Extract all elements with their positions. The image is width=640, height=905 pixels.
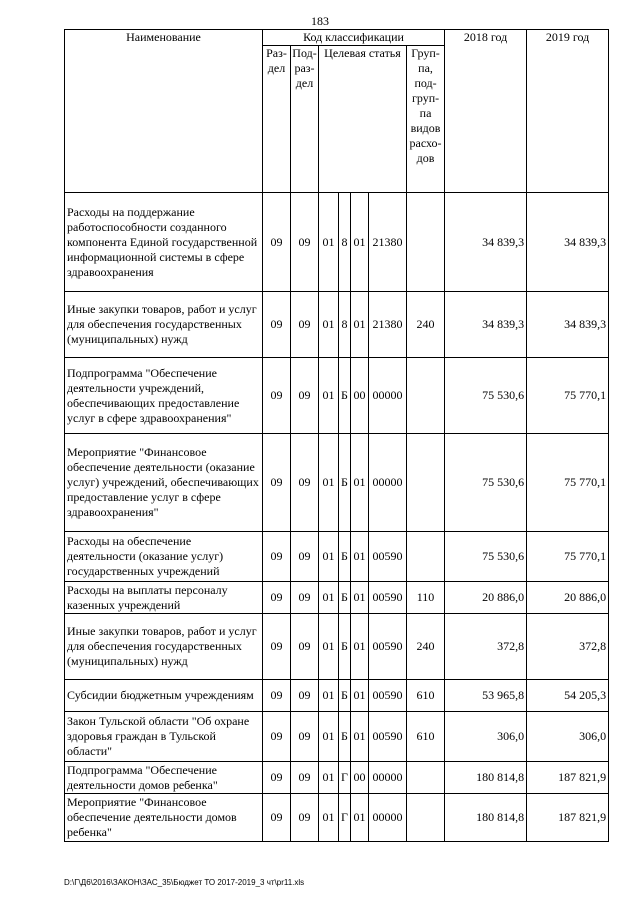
- row-program-code: 01: [319, 193, 339, 292]
- row-amount-2019: 20 886,0: [527, 582, 609, 614]
- row-event-code: 01: [351, 193, 369, 292]
- row-section: 09: [263, 532, 291, 582]
- row-amount-2018: 306,0: [445, 712, 527, 762]
- header-year-2019: 2019 год: [527, 30, 609, 193]
- table-row: [65, 712, 609, 762]
- row-amount-2018: 34 839,3: [445, 292, 527, 358]
- row-expense-group: 610: [407, 712, 445, 762]
- row-amount-2018: 20 886,0: [445, 582, 527, 614]
- row-direction-code: 00590: [369, 712, 407, 762]
- row-event-code: 00: [351, 762, 369, 794]
- row-subprogram-code: Б: [339, 582, 351, 614]
- row-subsection: 09: [291, 794, 319, 842]
- row-amount-2018: 372,8: [445, 614, 527, 680]
- row-event-code: 01: [351, 434, 369, 532]
- row-direction-code: 00000: [369, 358, 407, 434]
- header-name: Наименование: [65, 30, 263, 193]
- table-row: [65, 532, 609, 582]
- row-section: 09: [263, 358, 291, 434]
- row-expense-group: [407, 762, 445, 794]
- row-event-code: 01: [351, 680, 369, 712]
- row-subprogram-code: Б: [339, 614, 351, 680]
- table-row: [65, 193, 609, 292]
- row-expense-group: [407, 532, 445, 582]
- table-row: [65, 292, 609, 358]
- row-expense-group: [407, 193, 445, 292]
- row-program-code: 01: [319, 712, 339, 762]
- row-direction-code: 00590: [369, 680, 407, 712]
- row-amount-2018: 34 839,3: [445, 193, 527, 292]
- row-subsection: 09: [291, 712, 319, 762]
- row-direction-code: 00000: [369, 762, 407, 794]
- row-name: Иные закупки товаров, работ и услуг для обеспечения государственных (муниципальных) нужд: [65, 614, 263, 680]
- row-subsection: 09: [291, 434, 319, 532]
- row-program-code: 01: [319, 794, 339, 842]
- row-section: 09: [263, 712, 291, 762]
- row-name: Подпрограмма "Обеспечение деятельности учреждений, обеспечивающих предоставление услуг в сфере здравоохранения": [65, 358, 263, 434]
- row-subprogram-code: Г: [339, 762, 351, 794]
- row-amount-2018: 75 530,6: [445, 434, 527, 532]
- row-expense-group: [407, 794, 445, 842]
- row-direction-code: 00590: [369, 614, 407, 680]
- row-section: 09: [263, 680, 291, 712]
- table-row: [65, 358, 609, 434]
- row-amount-2019: 34 839,3: [527, 193, 609, 292]
- row-program-code: 01: [319, 358, 339, 434]
- row-name: Расходы на выплаты персоналу казенных учреждений: [65, 582, 263, 614]
- row-subsection: 09: [291, 292, 319, 358]
- table-row: [65, 794, 609, 842]
- table-row: [65, 762, 609, 794]
- row-amount-2019: 306,0: [527, 712, 609, 762]
- row-direction-code: 00000: [369, 794, 407, 842]
- row-event-code: 01: [351, 532, 369, 582]
- row-subsection: 09: [291, 193, 319, 292]
- row-section: 09: [263, 582, 291, 614]
- row-name: Мероприятие "Финансовое обеспечение деятельности домов ребенка": [65, 794, 263, 842]
- row-subprogram-code: Б: [339, 532, 351, 582]
- row-expense-group: 610: [407, 680, 445, 712]
- row-section: 09: [263, 193, 291, 292]
- header-subsection: Под- раз- дел: [291, 46, 319, 193]
- row-subsection: 09: [291, 680, 319, 712]
- header-expense-group: Груп- па, под- груп- па видов расхо- дов: [407, 46, 445, 193]
- row-name: Субсидии бюджетным учреждениям: [65, 680, 263, 712]
- header-section: Раз- дел: [263, 46, 291, 193]
- row-subprogram-code: Б: [339, 680, 351, 712]
- row-direction-code: 00000: [369, 434, 407, 532]
- row-amount-2018: 180 814,8: [445, 794, 527, 842]
- header-target-article: Целевая статья: [319, 46, 407, 193]
- row-subprogram-code: Б: [339, 358, 351, 434]
- row-expense-group: [407, 434, 445, 532]
- row-subprogram-code: 8: [339, 193, 351, 292]
- row-section: 09: [263, 292, 291, 358]
- row-event-code: 01: [351, 614, 369, 680]
- row-event-code: 01: [351, 292, 369, 358]
- row-subprogram-code: Б: [339, 434, 351, 532]
- row-amount-2019: 75 770,1: [527, 358, 609, 434]
- row-amount-2018: 53 965,8: [445, 680, 527, 712]
- row-program-code: 01: [319, 614, 339, 680]
- row-program-code: 01: [319, 762, 339, 794]
- row-subsection: 09: [291, 614, 319, 680]
- row-event-code: 01: [351, 582, 369, 614]
- row-expense-group: 240: [407, 292, 445, 358]
- row-direction-code: 00590: [369, 582, 407, 614]
- row-subsection: 09: [291, 358, 319, 434]
- row-direction-code: 21380: [369, 292, 407, 358]
- row-program-code: 01: [319, 532, 339, 582]
- row-name: Мероприятие "Финансовое обеспечение деятельности (оказание услуг) учреждений, обеспечивающих предоставление услуг в сфере здравоохранения": [65, 434, 263, 532]
- row-subsection: 09: [291, 582, 319, 614]
- header-classification: Код классификации: [263, 30, 445, 46]
- row-program-code: 01: [319, 434, 339, 532]
- row-expense-group: [407, 358, 445, 434]
- row-direction-code: 21380: [369, 193, 407, 292]
- row-program-code: 01: [319, 292, 339, 358]
- row-amount-2019: 54 205,3: [527, 680, 609, 712]
- row-name: Иные закупки товаров, работ и услуг для обеспечения государственных (муниципальных) нужд: [65, 292, 263, 358]
- row-subprogram-code: Г: [339, 794, 351, 842]
- row-event-code: 01: [351, 794, 369, 842]
- row-event-code: 01: [351, 712, 369, 762]
- table-row: [65, 680, 609, 712]
- row-section: 09: [263, 762, 291, 794]
- row-name: Закон Тульской области "Об охране здоровья граждан в Тульской области": [65, 712, 263, 762]
- header-year-2018: 2018 год: [445, 30, 527, 193]
- row-amount-2018: 180 814,8: [445, 762, 527, 794]
- row-program-code: 01: [319, 582, 339, 614]
- row-section: 09: [263, 434, 291, 532]
- row-name: Расходы на обеспечение деятельности (оказание услуг) государственных учреждений: [65, 532, 263, 582]
- row-amount-2019: 187 821,9: [527, 794, 609, 842]
- row-direction-code: 00590: [369, 532, 407, 582]
- row-subsection: 09: [291, 762, 319, 794]
- page-number: 183: [311, 14, 329, 28]
- row-subprogram-code: Б: [339, 712, 351, 762]
- row-amount-2018: 75 530,6: [445, 532, 527, 582]
- row-subprogram-code: 8: [339, 292, 351, 358]
- row-amount-2018: 75 530,6: [445, 358, 527, 434]
- row-expense-group: 240: [407, 614, 445, 680]
- row-subsection: 09: [291, 532, 319, 582]
- row-expense-group: 110: [407, 582, 445, 614]
- row-name: Подпрограмма "Обеспечение деятельности домов ребенка": [65, 762, 263, 794]
- table-row: [65, 582, 609, 614]
- row-amount-2019: 187 821,9: [527, 762, 609, 794]
- row-name: Расходы на поддержание работоспособности созданного компонента Единой государственной информационной системы в сфере здравоохранения: [65, 193, 263, 292]
- row-section: 09: [263, 794, 291, 842]
- row-amount-2019: 34 839,3: [527, 292, 609, 358]
- file-path-footer: D:\Г\Д6\2016\ЗАКОН\ЗАС_35\Бюджет ТО 2017-2019_3 чт\pr11.xls: [64, 878, 305, 887]
- row-amount-2019: 372,8: [527, 614, 609, 680]
- table-row: [65, 434, 609, 532]
- row-amount-2019: 75 770,1: [527, 532, 609, 582]
- row-section: 09: [263, 614, 291, 680]
- budget-table: [64, 29, 609, 842]
- row-event-code: 00: [351, 358, 369, 434]
- row-program-code: 01: [319, 680, 339, 712]
- row-amount-2019: 75 770,1: [527, 434, 609, 532]
- table-row: [65, 614, 609, 680]
